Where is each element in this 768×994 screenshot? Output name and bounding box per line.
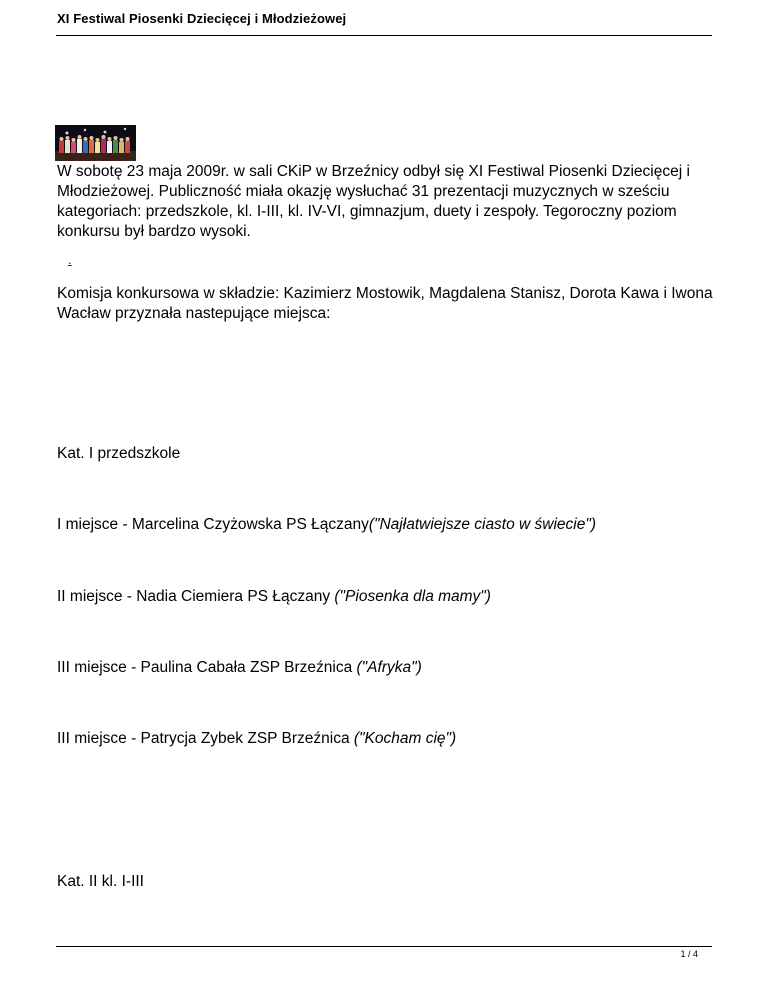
category-heading: Kat. II kl. I-III [57,873,144,890]
award-text: I miejsce - Marcelina Czyżowska PS Łączany [57,516,369,533]
award-line [57,658,422,678]
song-title: ("Najłatwiejsze ciasto w świecie") [368,516,597,533]
song-title: ("Piosenka dla mamy") [334,588,491,605]
category-heading: Kat. I przedszkole [57,445,181,462]
award-line [57,515,596,535]
page-header-title: XI Festiwal Piosenki Dziecięcej i Młodzieżowej [57,11,347,26]
festival-photo [55,125,136,161]
song-title: ("Kocham cię") [353,730,457,747]
gallery-link[interactable]: . [68,252,72,267]
jury-paragraph: Komisja konkursowa w składzie: Kazimierz Mostowik, Magdalena Stanisz, Dorota Kawa i Iwona Wacław przyznała nastepujące miejsca: [57,285,713,322]
award-text: II miejsce - Nadia Ciemiera PS Łączany [57,588,335,605]
header-divider [56,35,712,36]
song-title: ("Afryka") [356,659,422,676]
award-line [57,729,456,749]
footer-divider [56,946,712,947]
award-line [57,587,491,607]
page-number: 1 / 4 [680,949,698,959]
award-text: III miejsce - Patrycja Zybek ZSP Brzeźnica [57,730,354,747]
intro-paragraph: W sobotę 23 maja 2009r. w sali CKiP w Brzeźnicy odbył się XI Festiwal Piosenki Dziecięcej i Młodzieżowej. Publiczność miała okazję wysłuchać 31 prezentacji muzycznych w sześciu kategoriach: przedszkole, kl. I-III, kl. IV-VI, gimnazjum, duety i zespoły. Tegoroczny poziom konkursu był bardzo wysoki. [57,163,690,240]
award-text: III miejsce - Paulina Cabała ZSP Brzeźnica [57,659,357,676]
